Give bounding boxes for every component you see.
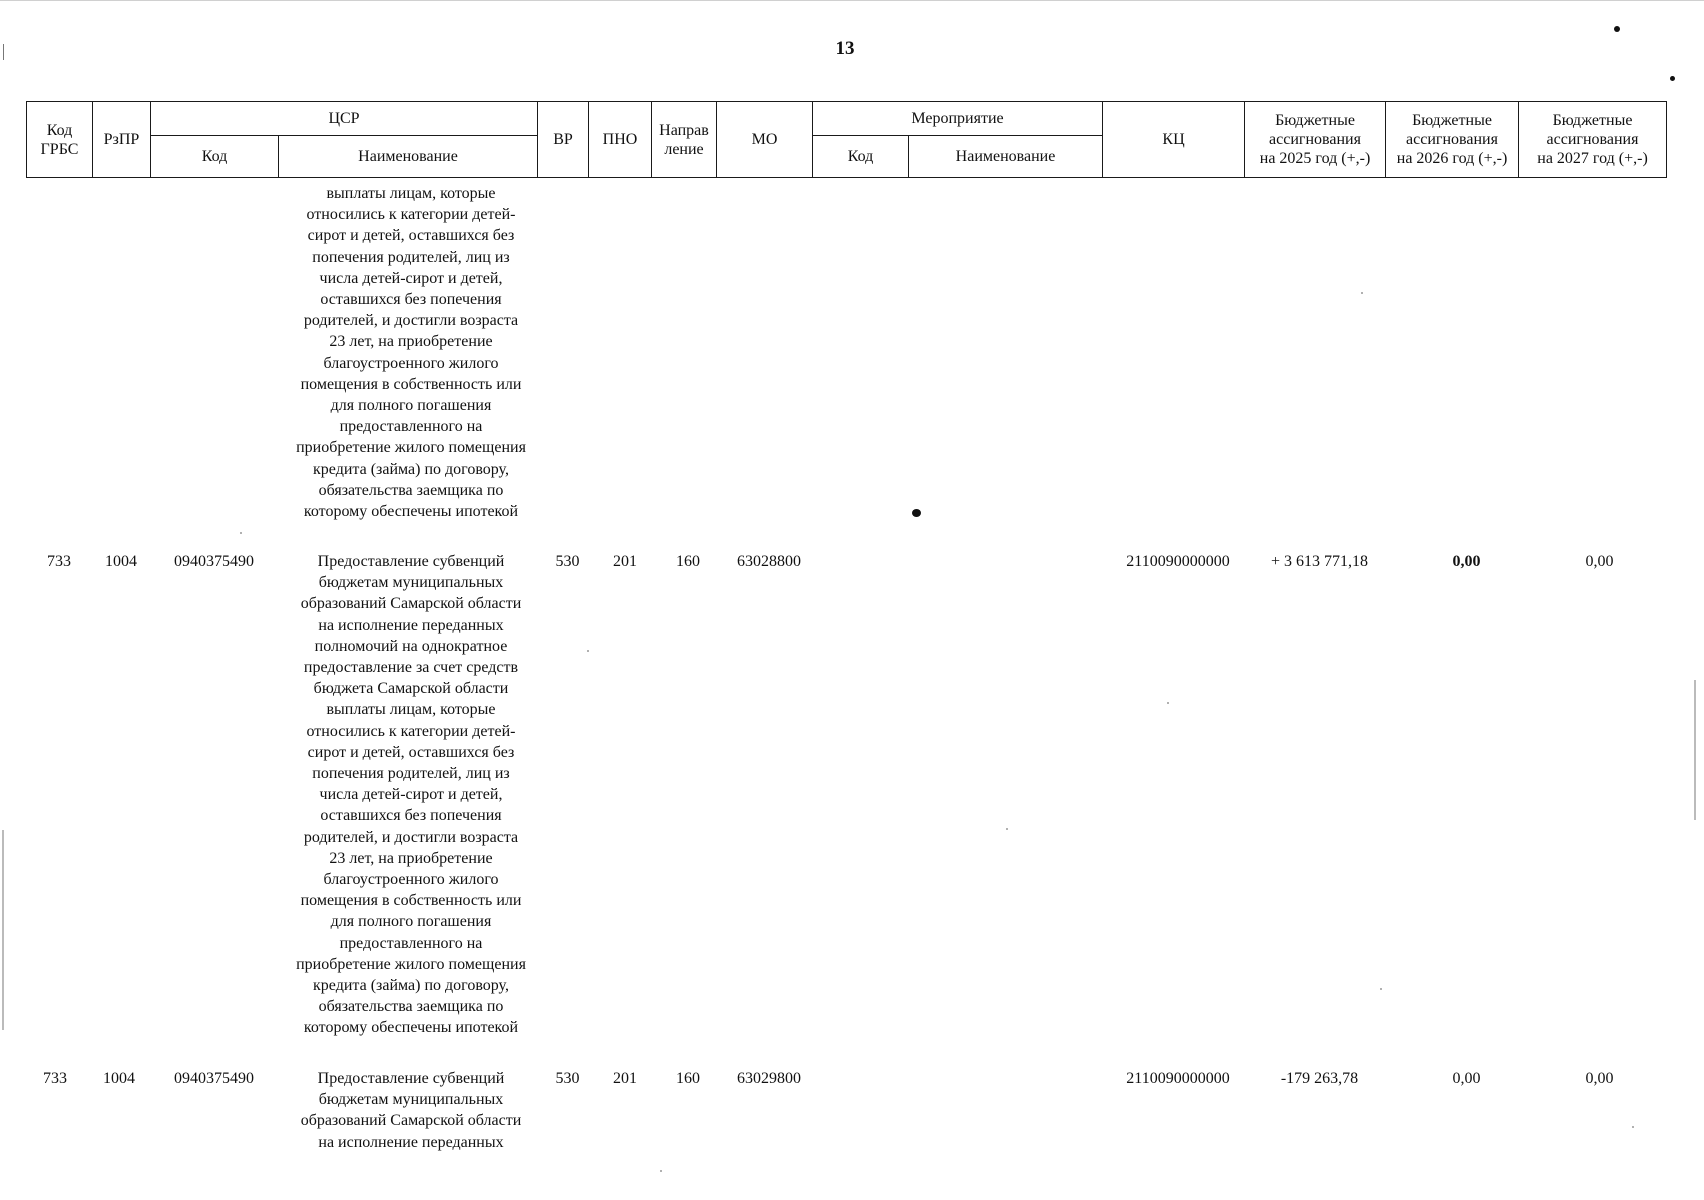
scan-speck: [240, 532, 242, 534]
row-pno: 201: [613, 1070, 637, 1087]
header-budget-2026: Бюджетные ассигнования на 2026 год (+,-): [1386, 102, 1519, 178]
row-kc: 2110090000000: [1126, 553, 1230, 570]
row-grbs: 733: [43, 1070, 67, 1087]
scan-dot: [1670, 76, 1675, 81]
row-budget-2026: 0,00: [1452, 1070, 1481, 1087]
row-vr: 530: [555, 1070, 580, 1087]
scan-speck: [1006, 828, 1008, 830]
row-kc: 2110090000000: [1126, 1070, 1230, 1087]
header-kc: КЦ: [1103, 102, 1245, 178]
header-pno: ПНО: [589, 102, 652, 178]
margin-mark: [1694, 680, 1696, 820]
row-csr-name: Предоставление субвенций бюджетам муниципальных образований Самарской области на исполнение переданных: [300, 1070, 522, 1151]
scan-speck: [660, 1170, 662, 1172]
header-event-name: Наименование: [909, 136, 1103, 178]
row-direction: 160: [676, 1070, 700, 1087]
header-event: Мероприятие: [813, 102, 1103, 136]
scan-speck: [1632, 1126, 1634, 1128]
row-csr-code: 0940375490: [174, 1070, 254, 1087]
scan-dot: [1614, 26, 1620, 32]
row-csr-code: 0940375490: [174, 553, 254, 570]
row-pno: 201: [613, 553, 637, 570]
row-grbs: 733: [47, 553, 71, 570]
continuation-description: выплаты лицам, которые относились к категории детей- сирот и детей, оставшихся без попечения родителей, лиц из числа детей-сирот и детей, оставшихся без попечения родителей, и достигли возраста 23 лет, на приобретение благоустроенного жилого помещения в собственность или для полного погашения предоставленного на приобретение жилого помещения кредита (займа) по договору, обязательства заемщика по которому обеспечены ипотекой: [296, 185, 526, 521]
scan-speck: [1361, 292, 1363, 294]
row-rzpr: 1004: [105, 553, 137, 570]
header-budget-2027: Бюджетные ассигнования на 2027 год (+,-): [1519, 102, 1667, 178]
row-budget-2025: -179 263,78: [1280, 1070, 1359, 1087]
header-budget-2025: Бюджетные ассигнования на 2025 год (+,-): [1245, 102, 1386, 178]
row-mo: 63029800: [737, 1070, 801, 1087]
header-csr-code: Код: [151, 136, 279, 178]
row-budget-2025: + 3 613 771,18: [1270, 553, 1369, 570]
header-csr-name: Наименование: [279, 136, 538, 178]
row-direction: 160: [676, 553, 700, 570]
margin-mark: [3, 44, 4, 60]
row-mo: 63028800: [737, 553, 801, 570]
row-csr-name: Предоставление субвенций бюджетам муниципальных образований Самарской области на исполнение переданных полномочий на однократное предоставление за счет средств бюджета Самарской области выплаты лицам, которые относились к категории детей- сирот и детей, оставшихся без попечения родителей, лиц из числа детей-сирот и детей, оставшихся без попечения родителей, и достигли возраста 23 лет, на приобретение благоустроенного жилого помещения в собственность или для полного погашения предоставленного на приобретение жилого помещения кредита (займа) по договору, обязательства заемщика по которому обеспечены ипотекой: [296, 553, 526, 1037]
ink-blot: [912, 509, 921, 517]
budget-table-header: [26, 101, 1667, 178]
header-event-code: Код: [813, 136, 909, 178]
row-rzpr: 1004: [103, 1070, 135, 1087]
row-budget-2027: 0,00: [1585, 1070, 1614, 1087]
header-rzpr: РзПР: [93, 102, 151, 178]
header-direction: Направ ление: [652, 102, 717, 178]
page-top-border: [0, 0, 1704, 1]
row-budget-2026: 0,00: [1452, 553, 1481, 570]
scan-speck: [1380, 988, 1382, 990]
header-vr: ВР: [538, 102, 589, 178]
scan-speck: [1167, 702, 1169, 704]
margin-mark: [2, 830, 4, 1030]
header-grbs: Код ГРБС: [27, 102, 93, 178]
row-budget-2027: 0,00: [1585, 553, 1614, 570]
header-csr: ЦСР: [151, 102, 538, 136]
scan-speck: [587, 650, 589, 652]
row-vr: 530: [555, 553, 580, 570]
header-mo: МО: [717, 102, 813, 178]
page-number: 13: [835, 38, 855, 59]
